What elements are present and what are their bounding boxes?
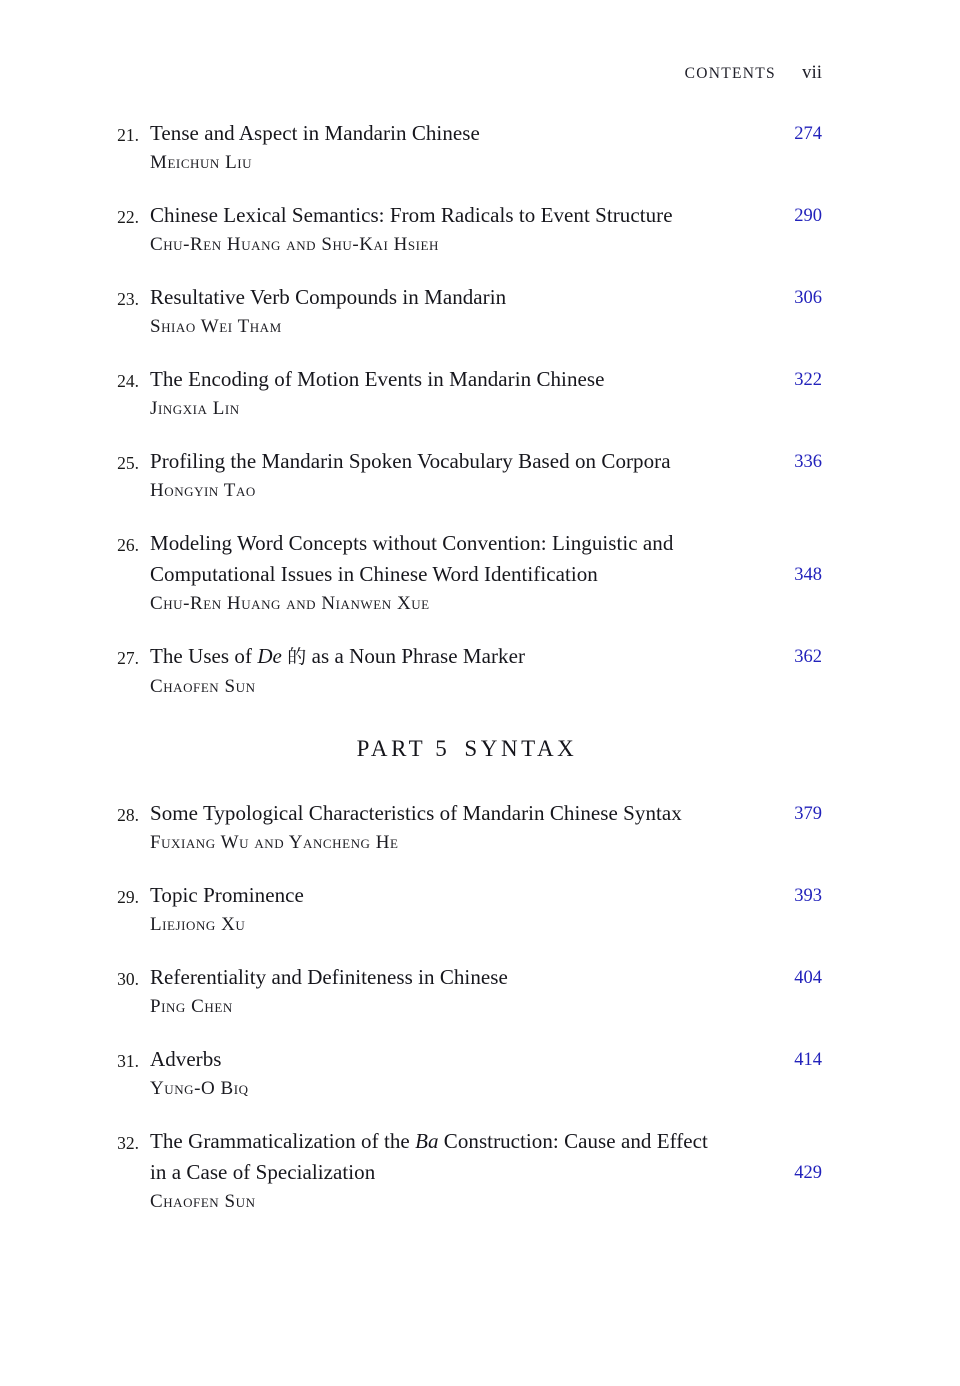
chapter-authors: Meichun Liu [150, 152, 253, 173]
chapter-number: 29. [117, 887, 139, 907]
page-number[interactable]: 306 [794, 288, 822, 308]
toc-entry-row [112, 118, 822, 178]
page-number[interactable]: 322 [794, 370, 822, 390]
chapter-title[interactable]: The Uses of De 的 as a Noun Phrase Marker [150, 644, 526, 668]
page-number-column [766, 282, 822, 342]
chapter-authors: Hongyin Tao [150, 480, 256, 501]
toc-entry-body [148, 200, 766, 260]
chapter-title[interactable]: The Grammaticalization of the Ba Construction: Cause and Effect in a Case of Specialization [150, 1129, 708, 1184]
chapter-number: 30. [117, 969, 139, 989]
part-label: PART 5 [356, 736, 451, 761]
part-title: SYNTAX [464, 736, 578, 761]
toc-entry[interactable] [112, 282, 822, 342]
page-number-column [766, 446, 822, 506]
chapter-title[interactable]: The Encoding of Motion Events in Mandarin Chinese [150, 367, 605, 391]
toc-entry-row [112, 446, 822, 506]
running-head [112, 62, 822, 84]
chapter-title[interactable]: Tense and Aspect in Mandarin Chinese [150, 121, 480, 145]
toc-entry[interactable] [112, 528, 822, 619]
toc-list [112, 118, 822, 1239]
chapter-title[interactable]: Profiling the Mandarin Spoken Vocabulary Based on Corpora [150, 449, 671, 473]
toc-entry-row [112, 1126, 822, 1217]
part-heading [112, 736, 822, 762]
toc-entry-body [148, 880, 766, 940]
chapter-authors: Chaofen Sun [150, 1191, 256, 1212]
toc-entry-body [148, 798, 766, 858]
toc-entries-group-syntax [112, 798, 822, 1217]
chapter-authors: Ping Chen [150, 996, 233, 1017]
chapter-authors: Yung-O Biq [150, 1078, 249, 1099]
chapter-number: 22. [117, 207, 139, 227]
page-number-column [766, 200, 822, 260]
toc-entry[interactable] [112, 118, 822, 178]
toc-entry[interactable] [112, 364, 822, 424]
chapter-number: 23. [117, 289, 139, 309]
toc-entry-body [148, 1044, 766, 1104]
toc-entry-body [148, 282, 766, 342]
toc-entry-body [148, 528, 766, 619]
toc-entry-row [112, 641, 822, 702]
chapter-title[interactable]: Referentiality and Definiteness in Chinese [150, 965, 508, 989]
chapter-authors: Fuxiang Wu and Yancheng He [150, 832, 399, 853]
chapter-authors: Jingxia Lin [150, 398, 240, 419]
chapter-authors: Chaofen Sun [150, 676, 256, 697]
chapter-title[interactable]: Adverbs [150, 1047, 222, 1071]
page-number[interactable]: 336 [794, 452, 822, 472]
page-number-column [766, 798, 822, 858]
toc-entry-body [148, 1126, 766, 1217]
toc-entry-body [148, 962, 766, 1022]
chapter-title[interactable]: Computational Issues in Chinese Word Identification [150, 562, 598, 586]
chapter-number: 27. [117, 648, 139, 668]
chapter-title[interactable]: Chinese Lexical Semantics: From Radicals to Event Structure [150, 203, 673, 227]
page-number-column [766, 118, 822, 178]
page-number[interactable]: 290 [794, 206, 822, 226]
page-number[interactable]: 274 [794, 124, 822, 144]
toc-entry[interactable] [112, 446, 822, 506]
page-number-column [766, 962, 822, 1022]
toc-entry-body [148, 364, 766, 424]
toc-entry-body [148, 446, 766, 506]
toc-entry[interactable] [112, 962, 822, 1022]
toc-entry-row [112, 528, 822, 619]
page-number-column [766, 880, 822, 940]
toc-entry[interactable] [112, 200, 822, 260]
chapter-number: 21. [117, 125, 139, 145]
toc-entries-group-semantics [112, 118, 822, 702]
toc-entry[interactable] [112, 798, 822, 858]
chapter-authors: Shiao Wei Tham [150, 316, 282, 337]
chapter-number: 31. [117, 1051, 139, 1071]
chapter-title[interactable]: Some Typological Characteristics of Mandarin Chinese Syntax [150, 801, 682, 825]
running-head-label: CONTENTS [684, 65, 776, 82]
page-number[interactable]: 379 [794, 804, 822, 824]
page-number-column [766, 1044, 822, 1104]
page-number-column [766, 528, 822, 619]
chapter-number: 24. [117, 371, 139, 391]
page-number-column [766, 641, 822, 702]
page-number[interactable]: 393 [794, 886, 822, 906]
toc-entry-row [112, 200, 822, 260]
page-number[interactable]: 414 [794, 1050, 822, 1070]
page-number-column [766, 1126, 822, 1217]
chapter-number: 32. [117, 1133, 139, 1153]
page-number[interactable]: 348 [794, 565, 822, 585]
toc-entry-row [112, 1044, 822, 1104]
toc-entry-body [148, 118, 766, 178]
toc-entry-row [112, 962, 822, 1022]
toc-entry[interactable] [112, 641, 822, 702]
toc-entry[interactable] [112, 1044, 822, 1104]
chapter-number: 28. [117, 805, 139, 825]
toc-entry-row [112, 798, 822, 858]
toc-entry[interactable] [112, 1126, 822, 1217]
page-number[interactable]: 404 [794, 968, 822, 988]
page-number-column [766, 364, 822, 424]
page-number[interactable]: 429 [794, 1163, 822, 1183]
running-head-folio: vii [801, 62, 822, 83]
toc-entry-row [112, 282, 822, 342]
chapter-title[interactable]: Resultative Verb Compounds in Mandarin [150, 285, 507, 309]
toc-entry-row [112, 880, 822, 940]
chapter-authors: Chu-Ren Huang and Nianwen Xue [150, 593, 430, 614]
chapter-number: 26. [117, 535, 139, 555]
page-number[interactable]: 362 [794, 647, 822, 667]
chapter-authors: Chu-Ren Huang and Shu-Kai Hsieh [150, 234, 439, 255]
chapter-number: 25. [117, 453, 139, 473]
toc-entry-row [112, 364, 822, 424]
toc-entry[interactable] [112, 880, 822, 940]
chapter-authors: Liejiong Xu [150, 914, 246, 935]
chapter-title[interactable]: Modeling Word Concepts without Convention: Linguistic and [150, 531, 674, 555]
chapter-title[interactable]: Topic Prominence [150, 883, 304, 907]
toc-entry-body [148, 641, 766, 702]
